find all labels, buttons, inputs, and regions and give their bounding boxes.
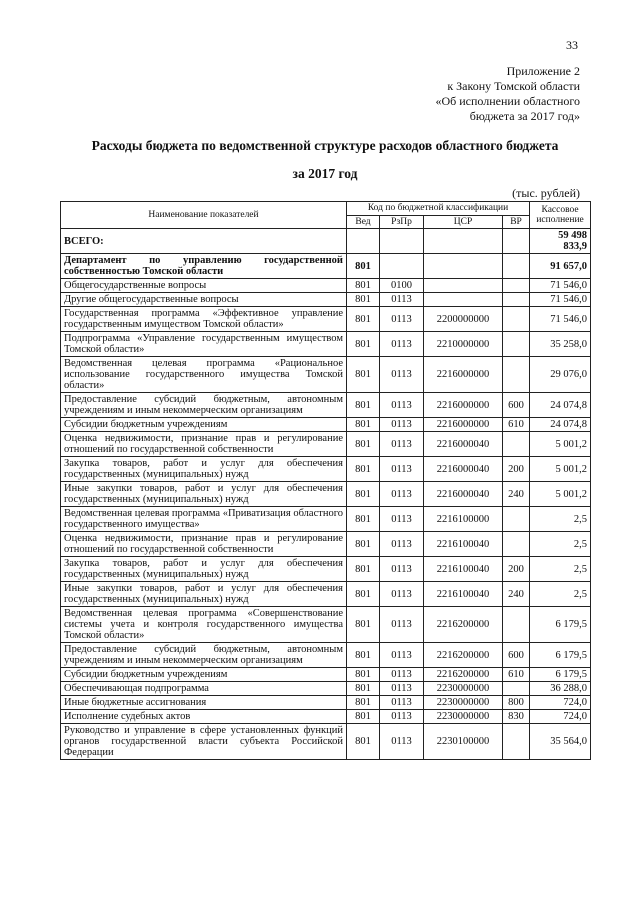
- header-ved: Вед: [347, 215, 380, 229]
- row-csr: [424, 254, 503, 279]
- row-csr: 2216200000: [424, 643, 503, 668]
- row-name: Другие общегосударственные вопросы: [61, 293, 347, 307]
- row-ved: 801: [347, 507, 380, 532]
- row-csr: 2230000000: [424, 696, 503, 710]
- table-row: [61, 482, 591, 507]
- row-amount: 2,5: [530, 557, 591, 582]
- row-amount: 5 001,2: [530, 457, 591, 482]
- row-vr: [503, 229, 530, 254]
- row-name: Общегосударственные вопросы: [61, 279, 347, 293]
- row-vr: 800: [503, 696, 530, 710]
- table-row: [61, 696, 591, 710]
- row-amount: 5 001,2: [530, 482, 591, 507]
- row-rzpr: 0113: [380, 668, 424, 682]
- row-csr: 2200000000: [424, 307, 503, 332]
- row-ved: 801: [347, 293, 380, 307]
- row-rzpr: 0113: [380, 532, 424, 557]
- header-name: Наименование показателей: [61, 202, 347, 229]
- row-ved: 801: [347, 432, 380, 457]
- row-name: Субсидии бюджетным учреждениям: [61, 418, 347, 432]
- row-csr: 2216000040: [424, 457, 503, 482]
- row-name: Иные закупки товаров, работ и услуг для обеспечения государственных (муниципальных) нужд: [61, 482, 347, 507]
- row-rzpr: 0113: [380, 643, 424, 668]
- row-csr: 2216100040: [424, 532, 503, 557]
- row-rzpr: 0113: [380, 307, 424, 332]
- header-classification: Код по бюджетной классификации: [347, 202, 530, 216]
- row-ved: 801: [347, 357, 380, 393]
- row-vr: 200: [503, 557, 530, 582]
- row-amount: 91 657,0: [530, 254, 591, 279]
- row-name: ВСЕГО:: [61, 229, 347, 254]
- row-csr: 2216000000: [424, 418, 503, 432]
- row-csr: 2230000000: [424, 710, 503, 724]
- row-name: Закупка товаров, работ и услуг для обеспечения государственных (муниципальных) нужд: [61, 457, 347, 482]
- row-csr: 2216100040: [424, 557, 503, 582]
- appendix-line: к Закону Томской области: [447, 79, 580, 93]
- row-rzpr: 0113: [380, 332, 424, 357]
- row-csr: 2210000000: [424, 332, 503, 357]
- row-ved: 801: [347, 332, 380, 357]
- row-vr: 600: [503, 643, 530, 668]
- row-vr: [503, 432, 530, 457]
- row-name: Закупка товаров, работ и услуг для обеспечения государственных (муниципальных) нужд: [61, 557, 347, 582]
- row-rzpr: 0113: [380, 418, 424, 432]
- header-vr: ВР: [503, 215, 530, 229]
- table-row: [61, 279, 591, 293]
- table-row: [61, 254, 591, 279]
- row-ved: 801: [347, 668, 380, 682]
- row-amount: 724,0: [530, 710, 591, 724]
- row-vr: [503, 254, 530, 279]
- row-name: Предоставление субсидий бюджетным, автономным учреждениям и иным некоммерческим организациям: [61, 393, 347, 418]
- row-rzpr: [380, 229, 424, 254]
- row-rzpr: 0113: [380, 710, 424, 724]
- row-ved: 801: [347, 696, 380, 710]
- row-vr: [503, 607, 530, 643]
- row-amount: 724,0: [530, 696, 591, 710]
- row-vr: [503, 532, 530, 557]
- row-csr: 2216100000: [424, 507, 503, 532]
- row-ved: 801: [347, 710, 380, 724]
- budget-table: [60, 201, 591, 760]
- row-rzpr: 0113: [380, 293, 424, 307]
- row-amount: 71 546,0: [530, 293, 591, 307]
- row-amount: 59 498 833,9: [530, 229, 591, 254]
- row-vr: 200: [503, 457, 530, 482]
- row-rzpr: 0113: [380, 393, 424, 418]
- row-name: Руководство и управление в сфере установленных функций органов государственной власти субъекта Российской Федерации: [61, 724, 347, 760]
- table-row: [61, 682, 591, 696]
- row-amount: 29 076,0: [530, 357, 591, 393]
- row-rzpr: [380, 254, 424, 279]
- table-row: [61, 229, 591, 254]
- row-vr: 600: [503, 393, 530, 418]
- table-row: [61, 582, 591, 607]
- row-vr: [503, 279, 530, 293]
- row-amount: 71 546,0: [530, 307, 591, 332]
- row-csr: 2216000040: [424, 432, 503, 457]
- row-ved: 801: [347, 643, 380, 668]
- row-ved: 801: [347, 682, 380, 696]
- row-vr: [503, 293, 530, 307]
- appendix-line: Приложение 2: [506, 64, 580, 78]
- table-row: [61, 432, 591, 457]
- page-number: 33: [566, 38, 578, 52]
- units-note: (тыс. рублей): [512, 186, 580, 200]
- table-row: [61, 393, 591, 418]
- row-amount: 35 564,0: [530, 724, 591, 760]
- row-csr: 2216100040: [424, 582, 503, 607]
- table-row: [61, 457, 591, 482]
- row-vr: 240: [503, 582, 530, 607]
- row-rzpr: 0113: [380, 724, 424, 760]
- row-rzpr: 0100: [380, 279, 424, 293]
- row-name: Обеспечивающая подпрограмма: [61, 682, 347, 696]
- row-name: Ведомственная целевая программа «Совершенствование системы учета и контроля государственного имущества Томской области»: [61, 607, 347, 643]
- row-amount: 6 179,5: [530, 668, 591, 682]
- table-row: [61, 357, 591, 393]
- row-vr: 830: [503, 710, 530, 724]
- row-ved: 801: [347, 393, 380, 418]
- row-amount: 2,5: [530, 582, 591, 607]
- row-vr: [503, 682, 530, 696]
- row-rzpr: 0113: [380, 432, 424, 457]
- appendix-note: [435, 64, 580, 124]
- row-rzpr: 0113: [380, 457, 424, 482]
- document-subtitle: за 2017 год: [292, 166, 358, 181]
- row-csr: [424, 279, 503, 293]
- header-executed: Кассовое исполнение: [530, 202, 591, 229]
- table-row: [61, 607, 591, 643]
- row-csr: [424, 293, 503, 307]
- row-ved: 801: [347, 607, 380, 643]
- row-name: Иные бюджетные ассигнования: [61, 696, 347, 710]
- row-vr: [503, 724, 530, 760]
- row-rzpr: 0113: [380, 582, 424, 607]
- row-ved: 801: [347, 279, 380, 293]
- row-amount: 5 001,2: [530, 432, 591, 457]
- row-rzpr: 0113: [380, 507, 424, 532]
- row-name: Исполнение судебных актов: [61, 710, 347, 724]
- header-csr: ЦСР: [424, 215, 503, 229]
- row-ved: 801: [347, 418, 380, 432]
- row-ved: 801: [347, 557, 380, 582]
- row-vr: 240: [503, 482, 530, 507]
- table-row: [61, 643, 591, 668]
- row-rzpr: 0113: [380, 696, 424, 710]
- appendix-line: бюджета за 2017 год»: [469, 109, 580, 123]
- row-name: Департамент по управлению государственной собственностью Томской области: [61, 254, 347, 279]
- row-name: Субсидии бюджетным учреждениям: [61, 668, 347, 682]
- row-name: Ведомственная целевая программа «Приватизация областного государственного имущества»: [61, 507, 347, 532]
- row-csr: 2216000040: [424, 482, 503, 507]
- table-row: [61, 507, 591, 532]
- row-csr: 2216000000: [424, 357, 503, 393]
- row-csr: 2216000000: [424, 393, 503, 418]
- row-ved: 801: [347, 254, 380, 279]
- row-csr: 2216200000: [424, 668, 503, 682]
- row-amount: 6 179,5: [530, 607, 591, 643]
- row-amount: 24 074,8: [530, 393, 591, 418]
- row-rzpr: 0113: [380, 482, 424, 507]
- row-name: Иные закупки товаров, работ и услуг для обеспечения государственных (муниципальных) нужд: [61, 582, 347, 607]
- row-ved: [347, 229, 380, 254]
- table-row: [61, 293, 591, 307]
- row-ved: 801: [347, 482, 380, 507]
- row-ved: 801: [347, 307, 380, 332]
- appendix-line: «Об исполнении областного: [435, 94, 580, 108]
- row-name: Предоставление субсидий бюджетным, автономным учреждениям и иным некоммерческим организациям: [61, 643, 347, 668]
- row-csr: [424, 229, 503, 254]
- row-amount: 35 258,0: [530, 332, 591, 357]
- table-row: [61, 532, 591, 557]
- row-vr: [503, 332, 530, 357]
- row-vr: [503, 307, 530, 332]
- row-vr: [503, 507, 530, 532]
- table-row: [61, 307, 591, 332]
- row-name: Оценка недвижимости, признание прав и регулирование отношений по государственной собственности: [61, 432, 347, 457]
- row-csr: 2230000000: [424, 682, 503, 696]
- row-csr: 2216200000: [424, 607, 503, 643]
- row-ved: 801: [347, 724, 380, 760]
- table-row: [61, 710, 591, 724]
- row-amount: 24 074,8: [530, 418, 591, 432]
- row-name: Оценка недвижимости, признание прав и регулирование отношений по государственной собственности: [61, 532, 347, 557]
- table-row: [61, 557, 591, 582]
- row-amount: 2,5: [530, 507, 591, 532]
- row-rzpr: 0113: [380, 557, 424, 582]
- row-name: Ведомственная целевая программа «Рациональное использование государственного имущества Томской области»: [61, 357, 347, 393]
- table-row: [61, 332, 591, 357]
- row-amount: 2,5: [530, 532, 591, 557]
- row-amount: 6 179,5: [530, 643, 591, 668]
- row-ved: 801: [347, 532, 380, 557]
- row-rzpr: 0113: [380, 682, 424, 696]
- row-csr: 2230100000: [424, 724, 503, 760]
- row-rzpr: 0113: [380, 357, 424, 393]
- table-row: [61, 724, 591, 760]
- row-rzpr: 0113: [380, 607, 424, 643]
- row-amount: 71 546,0: [530, 279, 591, 293]
- row-ved: 801: [347, 457, 380, 482]
- table-header-row: [61, 202, 591, 216]
- document-title: Расходы бюджета по ведомственной структуре расходов областного бюджета: [91, 138, 559, 153]
- row-vr: 610: [503, 418, 530, 432]
- row-ved: 801: [347, 582, 380, 607]
- row-vr: 610: [503, 668, 530, 682]
- table-row: [61, 418, 591, 432]
- row-name: Государственная программа «Эффективное управление государственным имуществом Томской области»: [61, 307, 347, 332]
- table-row: [61, 668, 591, 682]
- header-rzpr: РзПр: [380, 215, 424, 229]
- row-amount: 36 288,0: [530, 682, 591, 696]
- row-vr: [503, 357, 530, 393]
- row-name: Подпрограмма «Управление государственным имуществом Томской области»: [61, 332, 347, 357]
